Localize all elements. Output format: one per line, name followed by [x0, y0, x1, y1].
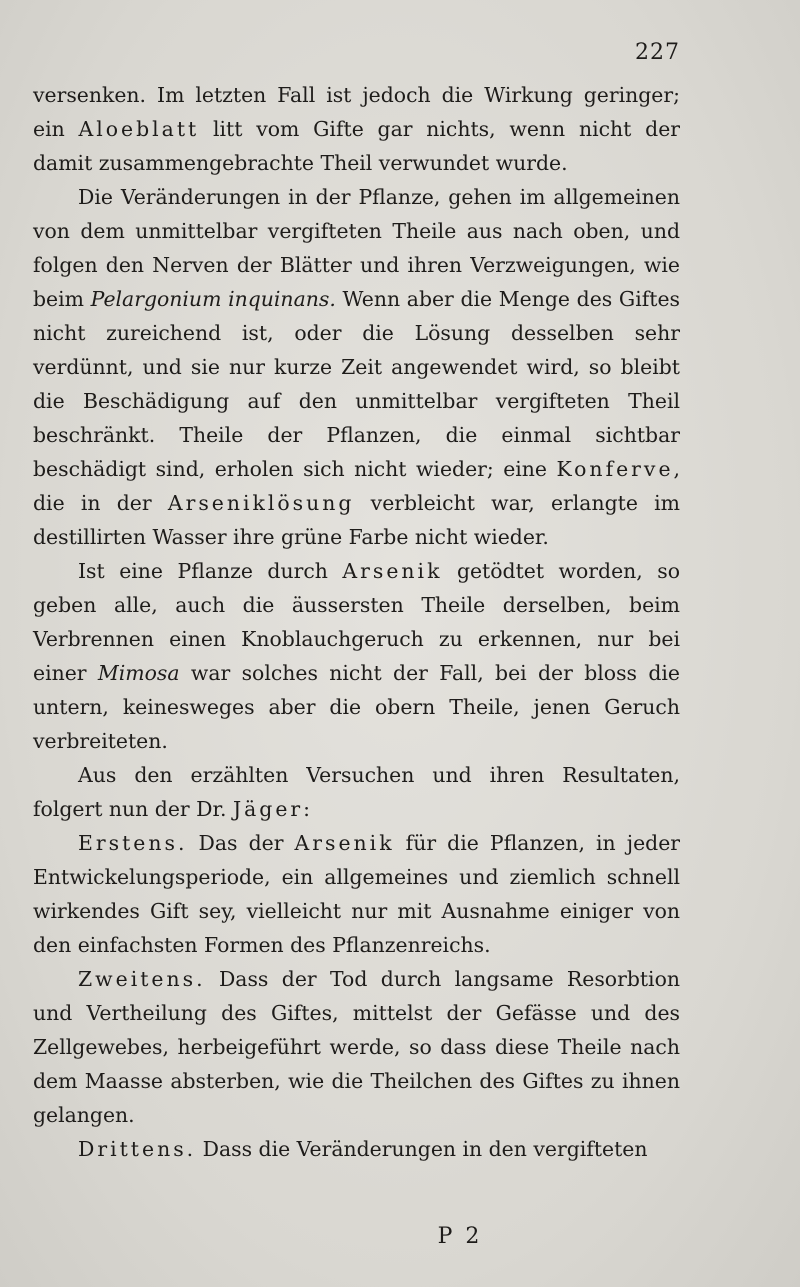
paragraph — [33, 962, 680, 1132]
spaced-term: Konferve — [556, 457, 674, 481]
text-run: getödtet worden, so geben alle, auch die äussersten Theile derselben, beim Verbrennen einen Knoblauchgeruch zu erkennen, nur bei einer — [33, 559, 680, 685]
italic-term: Pelargonium inquinans. — [90, 287, 336, 311]
text-run: war solches nicht der Fall, bei der bloss die untern, keinesweges aber die obern Theile, jenen Geruch verbreiteten. — [33, 661, 680, 753]
paragraph — [33, 1132, 680, 1166]
text-run: Die Veränderungen in der Pflanze, gehen im allgemeinen von dem unmittelbar vergifteten Theile aus nach oben, und folgen den Nerven der Blätter und ihren Verzweigungen, wie beim — [33, 185, 680, 311]
paragraph — [33, 180, 680, 554]
text-run: für die Pflanzen, in jeder Entwickelungsperiode, ein allgemeines und ziemlich schnell wirkendes Gift sey, vielleicht nur mit Ausnahme einiger von den einfachsten Formen des Pflanzenreichs. — [33, 831, 681, 957]
body-text — [33, 78, 680, 1166]
text-run: Dass die Veränderungen in den vergifteten — [196, 1137, 648, 1161]
text-run: litt vom Gifte gar nichts, wenn nicht der damit zusammengebrachte Theil verwundet wurde. — [33, 117, 681, 175]
spaced-term: Zweitens. — [78, 967, 206, 991]
text-run: Das der — [187, 831, 295, 855]
paragraph — [33, 554, 680, 758]
paragraph — [33, 78, 680, 180]
spaced-term: Aloeblatt — [78, 117, 200, 141]
signature-mark: P 2 — [437, 1224, 483, 1249]
text-run: Dass der Tod durch langsame Resorbtion und Vertheilung des Giftes, mittelst der Gefässe und des Zellgewebes, herbeigeführt werde, so dass diese Theile nach dem Maasse absterben, wie die Theilchen des Giftes zu ihnen gelangen. — [33, 967, 680, 1127]
text-run: versenken. Im letzten Fall ist jedoch die Wirkung geringer; ein — [33, 83, 680, 141]
italic-term: Mimosa — [97, 661, 180, 685]
spaced-term: Erstens. — [78, 831, 188, 855]
text-run: , die in der — [33, 457, 680, 515]
paragraph — [33, 826, 680, 962]
text-run: Ist eine Pflanze durch — [78, 559, 343, 583]
page-number: 227 — [635, 40, 680, 65]
text-run: Aus den erzählten Versuchen und ihren Resultaten, folgert nun der Dr. — [33, 763, 680, 821]
spaced-term: Arseniklösung — [167, 491, 355, 515]
spaced-term: Arsenik — [342, 559, 443, 583]
paragraph — [33, 758, 680, 826]
text-run: Wenn aber die Menge des Giftes nicht zureichend ist, oder die Lösung desselben sehr verdünnt, und sie nur kurze Zeit angewendet wird, so bleibt die Beschädigung auf den unmittelbar vergifteten Theil beschränkt. Theile der Pflanzen, die einmal sichtbar beschädigt sind, erholen sich nicht wieder; eine — [33, 287, 680, 481]
spaced-term: Arsenik — [294, 831, 395, 855]
spaced-term: Jäger: — [232, 797, 314, 821]
spaced-term: Drittens. — [78, 1137, 197, 1161]
text-run: verbleicht war, erlangte im destillirten Wasser ihre grüne Farbe nicht wieder. — [33, 491, 680, 549]
